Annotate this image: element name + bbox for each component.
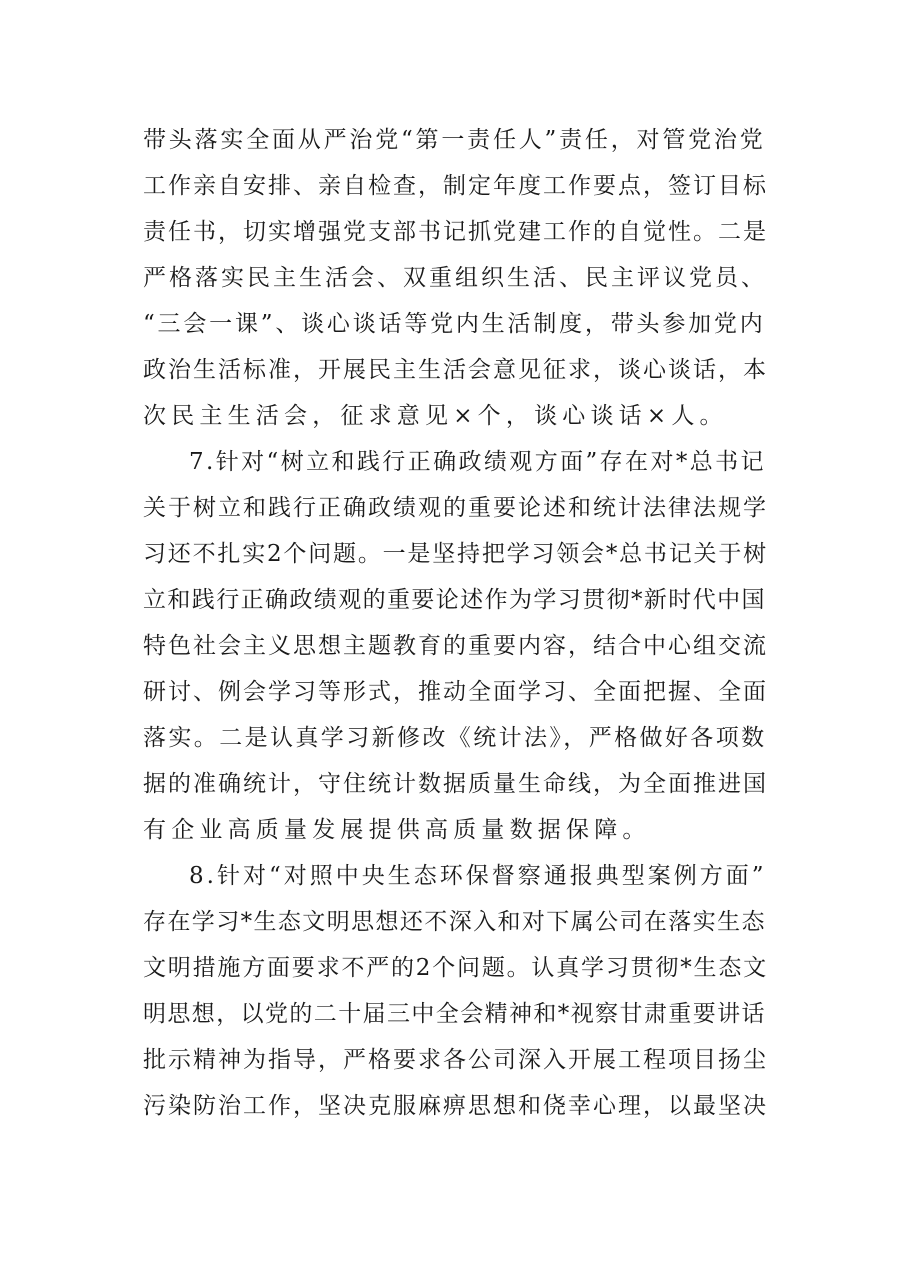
paragraph-line: 8.针对“对照中央生态环保督察通报典型案例方面” bbox=[189, 863, 767, 889]
paragraph-line: 存在学习*生态文明思想还不深入和对下属公司在落实生态 bbox=[143, 909, 766, 935]
paragraph-line: 研讨、例会学习等形式，推动全面学习、全面把握、全面 bbox=[143, 679, 768, 705]
paragraph-line: 工作亲自安排、亲自检查，制定年度工作要点，签订目标 bbox=[143, 173, 768, 199]
paragraph-line: 关于树立和践行正确政绩观的重要论述和统计法律法规学 bbox=[143, 495, 768, 521]
paragraph-line: 次民主生活会，征求意见×个，谈心谈话×人。 bbox=[143, 403, 728, 429]
paragraph-line: “三会一课”、谈心谈话等党内生活制度，带头参加党内 bbox=[143, 311, 766, 337]
paragraph-line: 据的准确统计，守住统计数据质量生命线，为全面推进国 bbox=[143, 771, 768, 797]
paragraph-line: 7.针对“树立和践行正确政绩观方面”存在对*总书记 bbox=[189, 449, 766, 475]
paragraph-line: 立和践行正确政绩观的重要论述作为学习贯彻*新时代中国 bbox=[143, 587, 766, 613]
paragraph-line: 责任书，切实增强党支部书记抓党建工作的自觉性。二是 bbox=[143, 219, 768, 245]
paragraph-line: 严格落实民主生活会、双重组织生活、民主评议党员、 bbox=[143, 265, 767, 291]
paragraph-line: 习还不扎实2个问题。一是坚持把学习领会*总书记关于树 bbox=[143, 541, 768, 567]
paragraph-line: 批示精神为指导，严格要求各公司深入开展工程项目扬尘 bbox=[143, 1047, 768, 1073]
paragraph-line: 带头落实全面从严治党“第一责任人”责任，对管党治党 bbox=[143, 127, 766, 153]
paragraph-line: 文明措施方面要求不严的2个问题。认真学习贯彻*生态文 bbox=[143, 955, 768, 981]
paragraph-line: 特色社会主义思想主题教育的重要内容，结合中心组交流 bbox=[143, 633, 768, 659]
paragraph-line: 政治生活标准，开展民主生活会意见征求，谈心谈话，本 bbox=[143, 357, 768, 383]
paragraph-line: 明思想，以党的二十届三中全会精神和*视察甘肃重要讲话 bbox=[143, 1001, 766, 1027]
paragraph-line: 落实。二是认真学习新修改《统计法》，严格做好各项数 bbox=[143, 725, 767, 751]
paragraph-line: 污染防治工作，坚决克服麻痹思想和侥幸心理，以最坚决 bbox=[143, 1093, 768, 1119]
paragraph-line: 有企业高质量发展提供高质量数据保障。 bbox=[143, 817, 651, 843]
